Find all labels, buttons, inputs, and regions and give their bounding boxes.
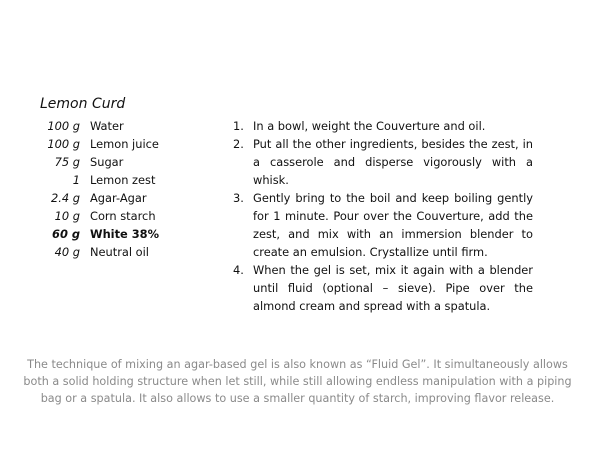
step-text: In a bowl, weight the Couverture and oil.	[253, 119, 486, 133]
method-steps	[233, 117, 533, 315]
step-text: Gently bring to the boil and keep boiling gently for 1 minute. Pour over the Couverture, add the zest, and mix with an immersion blender to create an emulsion. Crystallize until firm.	[253, 191, 533, 259]
ingredient-name: Water	[90, 119, 124, 133]
ingredient-quantity: 10 g	[54, 209, 80, 223]
ingredient-quantity: 2.4 g	[51, 191, 80, 205]
method-step	[233, 261, 533, 315]
ingredient-name: Neutral oil	[90, 245, 149, 259]
ingredient-quantity: 75 g	[54, 155, 80, 169]
ingredient-name: Sugar	[90, 155, 124, 169]
step-number: 2.	[233, 137, 244, 151]
ingredient-name: Lemon juice	[90, 137, 159, 151]
ingredient-quantity: 40 g	[54, 245, 80, 259]
ingredient-row	[30, 171, 220, 189]
method-step	[233, 189, 533, 261]
ingredient-row	[30, 117, 220, 135]
step-text: Put all the other ingredients, besides the zest, in a casserole and disperse vigorously with a whisk.	[253, 137, 533, 187]
ingredient-row	[30, 153, 220, 171]
ingredient-quantity: 1	[72, 173, 80, 187]
method-step	[233, 135, 533, 189]
method-step	[233, 117, 533, 135]
ingredient-name: Lemon zest	[90, 173, 156, 187]
step-number: 3.	[233, 191, 244, 205]
step-number: 4.	[233, 263, 244, 277]
recipe-title: Lemon Curd	[40, 96, 126, 112]
ingredient-name: Corn starch	[90, 209, 156, 223]
ingredient-quantity: 100 g	[47, 119, 80, 133]
technique-note: The technique of mixing an agar-based gel is also known as “Fluid Gel”. It simultaneously allows both a solid holding structure when let still, while still allowing endless manipulation with a piping bag or a spatula. It also allows to use a smaller quantity of starch, improving flavor release.	[23, 358, 572, 405]
step-text: When the gel is set, mix it again with a blender until fluid (optional – sieve). Pipe over the almond cream and spread with a spatula.	[253, 263, 533, 313]
ingredient-row	[30, 243, 220, 261]
ingredient-name: White 38%	[90, 227, 159, 241]
ingredient-quantity: 60 g	[52, 227, 80, 241]
ingredient-row	[30, 135, 220, 153]
ingredient-quantity: 100 g	[47, 137, 80, 151]
step-number: 1.	[233, 119, 244, 133]
ingredient-name: Agar-Agar	[90, 191, 147, 205]
ingredient-row-highlight	[30, 225, 220, 243]
ingredient-list	[30, 117, 220, 261]
ingredient-row	[30, 207, 220, 225]
ingredient-row	[30, 189, 220, 207]
